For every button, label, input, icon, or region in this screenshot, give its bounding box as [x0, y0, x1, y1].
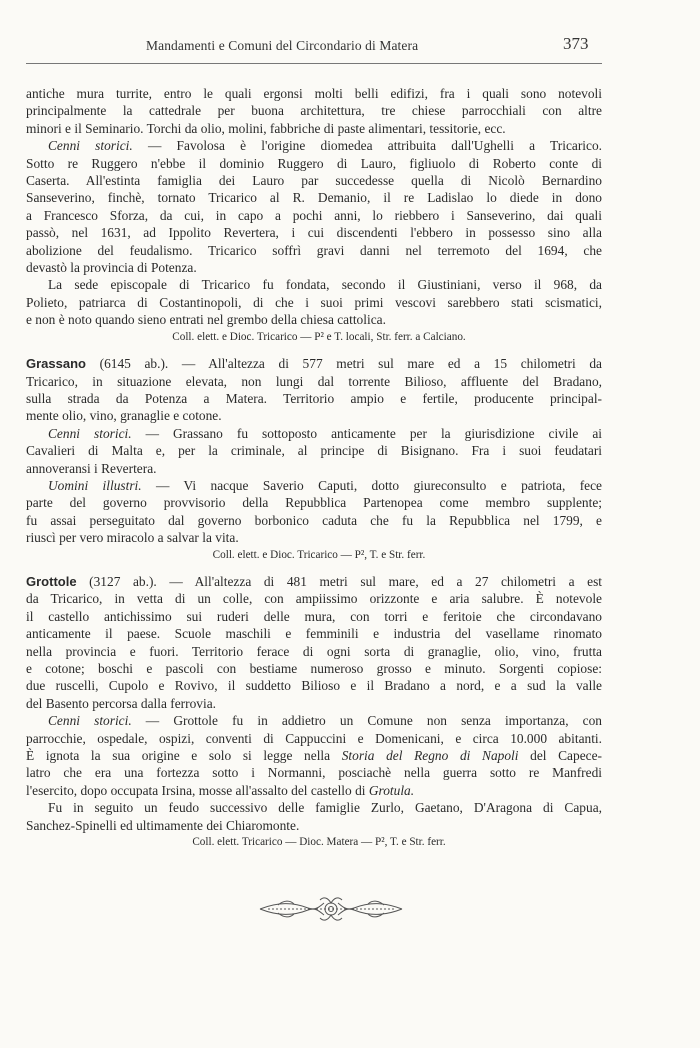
- text-line: Grassano (6145 ab.). — All'altezza di 577 metri sul mare ed a 15 chilometri da: [26, 356, 602, 372]
- text-line: latro che era una fortezza sotto i Normanni, posciachè nella guerra sotto re Manfredi: [26, 765, 602, 781]
- cenni-storici-label: Cenni storici.: [48, 425, 132, 441]
- text-line: Sotto re Ruggero n'ebbe il dominio Ruggero di Lauro, figliuolo di Roberto conte di: [26, 155, 602, 171]
- text-line: fu assai perseguitato dal governo borbonico caduta che fu la Repubblica nel 1799, e: [26, 512, 602, 528]
- text-line: minori e il Seminario. Torchi da olio, molini, fabbriche di paste alimentari, tessitorie, ecc.: [26, 120, 506, 136]
- cenni-storici-label: Cenni storici.: [48, 138, 133, 154]
- text-line: Sanchez-Spinelli ed ultimamente dei Chiaromonte.: [26, 817, 300, 833]
- text-line: Tricarico, in situazione elevata, non lungi dal torrente Bilioso, affluente del Bradano,: [26, 373, 602, 389]
- text-line: e non è noto quando sieno entrati nel grembo della chiesa cattolica.: [26, 312, 386, 328]
- text-line: parrocchie, ospedale, ospizi, conventi di Cappuccini e Domenicani, e circa 10.000 abitanti.: [26, 730, 602, 746]
- text-line: del Basento percorsa dalla ferrovia.: [26, 695, 216, 711]
- text-line: Cenni storici. — Grottole fu in addietro un Comune non senza importanza, con: [48, 713, 602, 729]
- text-line: sulla strada da Potenza a Matera. Territorio ampio e fertile, producente principal-: [26, 390, 602, 406]
- book-title: Storia del Regno di Napoli: [341, 748, 519, 764]
- text-line: Cenni storici. — Favolosa è l'origine diomedea attribuita dall'Ughelli a Tricarico.: [48, 138, 602, 154]
- text-line: due ruscelli, Cupolo e Rovivo, il suddetto Bilioso e il Bradano a nord, e a sud la valle: [26, 678, 602, 694]
- collegio-note: Coll. elett. e Dioc. Tricarico — P², T. e Str. ferr.: [212, 548, 426, 561]
- text-line: l'esercito, dopo occupata Irsina, mosse all'assalto del castello di Grotula.: [26, 782, 415, 798]
- text-line: Cenni storici. — Grassano fu sottoposto anticamente per la giurisdizione civile ai: [48, 425, 602, 441]
- text-line: Polieto, patriarca di Costantinopoli, di che i suoi primi vescovi sarebbero stati scismatici,: [26, 294, 602, 310]
- text-line: È ignota la sua origine e solo si legge nella Storia del Regno di Napoli del Capece-: [26, 748, 602, 764]
- text-line: nella provincia e fuori. Territorio ferace di ogni sorta di granaglie, olio, vino, frutta: [26, 643, 602, 659]
- text-line: mente olio, vino, granaglie e cotone.: [26, 408, 222, 424]
- text-line: annoveransi i Revertera.: [26, 460, 157, 476]
- text-line: parte del governo provvisorio della Repubblica Partenopea come membro supplente;: [26, 495, 602, 511]
- text-line: Fu in seguito un feudo successivo delle famiglie Zurlo, Gaetano, D'Aragona di Capua,: [48, 800, 602, 816]
- page-number: 373: [563, 34, 589, 53]
- text-line: Sanseverino, finchè, tornato Tricarico al R. Demanio, il re Ladislao lo diede in dono: [26, 190, 602, 206]
- decorative-ornament: [258, 894, 404, 924]
- collegio-note: Coll. elett. e Dioc. Tricarico — P² e T. locali, Str. ferr. a Calciano.: [172, 330, 466, 343]
- text-line: riuscì per vero miracolo a salvar la vita.: [26, 530, 239, 546]
- text-line: anticamente il paese. Scuole maschili e femminili e industria del vasellame rinomato: [26, 626, 602, 642]
- cenni-storici-label: Cenni storici.: [48, 713, 132, 729]
- text-line: abolizione del feudalismo. Tricarico soffrì gravi danni nel terremoto del 1694, che: [26, 242, 602, 258]
- header-rule: [26, 63, 602, 64]
- running-header-title: Mandamenti e Comuni del Circondario di Matera: [146, 38, 419, 53]
- text-line: La sede episcopale di Tricarico fu fondata, secondo il Giustiniani, verso il 968, da: [48, 277, 602, 293]
- text-line: Uomini illustri. — Vi nacque Saverio Caputi, dotto giureconsulto e patriota, fece: [48, 477, 602, 493]
- text-line: passò, nel 1631, ad Ippolito Revertera, i cui discendenti l'ebbero in possesso sino alla: [26, 225, 602, 241]
- uomini-illustri-label: Uomini illustri.: [48, 477, 142, 493]
- text-line: principalmente la cattedrale per buona architettura, tre chiese parrocchiali con altre: [26, 103, 602, 119]
- body-text: [26, 85, 602, 851]
- place-name-grotula: Grotula.: [368, 782, 415, 798]
- entry-heading-grassano: Grassano: [26, 356, 86, 372]
- text-line: da Tricarico, in vetta di un colle, con ampiissimo orizzonte e aria salubre. È notevole: [26, 591, 602, 607]
- text-line: a Francesco Sforza, da cui, in capo a pochi anni, lo riebbero i Sanseverino, dai quali: [26, 207, 602, 223]
- entry-heading-grottole: Grottole: [26, 573, 77, 589]
- text-line: Grottole (3127 ab.). — All'altezza di 481 metri sul mare, ed a 27 chilometri a est: [26, 573, 602, 589]
- text-line: antiche mura turrite, entro le quali ergonsi molti belli edifizi, fra i quali sono notevoli: [26, 86, 602, 101]
- text-line: Cavalieri di Malta e, per la criminale, al principe di Bisignano. Fra i suoi feudatari: [26, 443, 602, 459]
- text-line: e cotone; boschi e pascoli con bestiame numeroso grosso e minuto. Sorgenti copiose:: [26, 661, 602, 676]
- text-line: devastò la provincia di Potenza.: [26, 260, 197, 276]
- collegio-note: Coll. elett. Tricarico — Dioc. Matera — P², T. e Str. ferr.: [192, 836, 446, 849]
- text-line: Caserta. All'estinta famiglia dei Lauro par succedesse quella di Nicolò Bernardino: [26, 173, 602, 189]
- text-line: il castello antichissimo sui ruderi delle mura, con torri e feritoie che circondavano: [26, 608, 602, 624]
